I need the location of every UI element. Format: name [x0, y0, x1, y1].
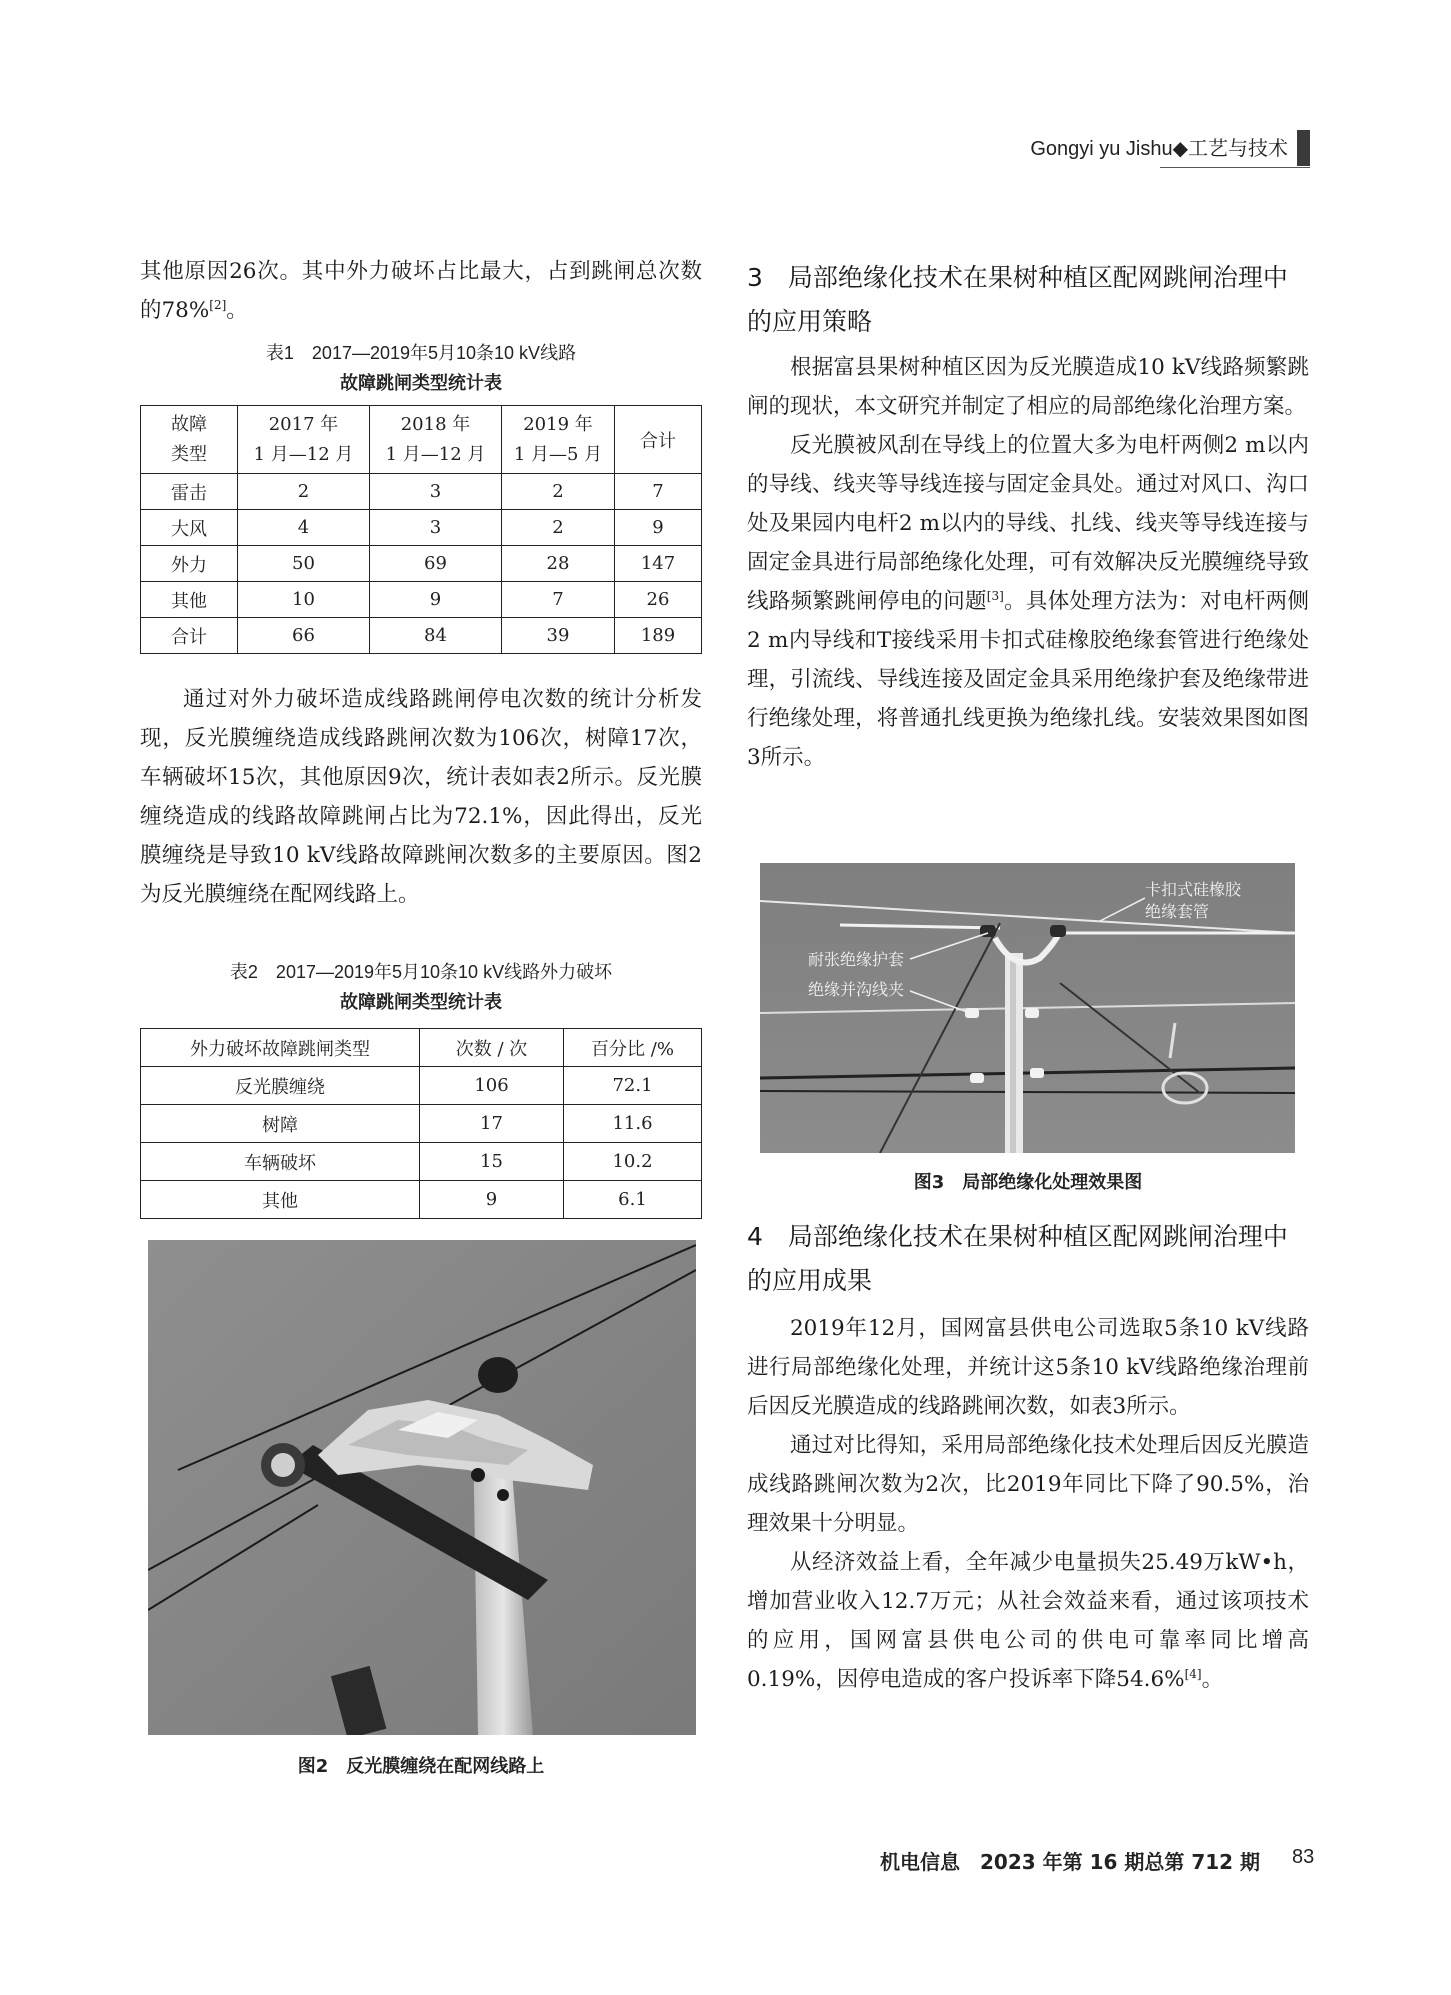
- table-row: [141, 618, 702, 654]
- table-cell: 7: [615, 474, 702, 510]
- table-cell: 合计: [141, 618, 238, 654]
- citation-3: [3]: [986, 588, 1004, 603]
- header-section: 工艺与技术: [1188, 138, 1288, 160]
- table-cell: 10.2: [564, 1143, 702, 1181]
- table1: [140, 405, 702, 654]
- table2-caption-line2: 故障跳闸类型统计表: [340, 992, 502, 1012]
- citation-4: [4]: [1184, 1666, 1202, 1681]
- table-cell: 10: [238, 582, 370, 618]
- table-row: [141, 474, 702, 510]
- header-diamond: ◆: [1172, 138, 1188, 160]
- section4-paragraph-3: 从经济效益上看，全年减少电量损失25.49万kW•h，增加营业收入12.7万元；从社会效益来看，通过该项技术的应用，国网富县供电公司的供电可靠率同比增高0.19%，因停电造成的客户投诉率下降54.6%[4]。: [747, 1550, 1309, 1692]
- table-row: [141, 1105, 702, 1143]
- table-cell: 15: [420, 1143, 564, 1181]
- left-paragraph-2: [140, 680, 702, 914]
- table-cell: 11.6: [564, 1105, 702, 1143]
- table1-header-row: [141, 406, 702, 474]
- right-column-bottom: [747, 1215, 1309, 1699]
- figure2-caption: 图2 反光膜缠绕在配网线路上: [297, 1756, 545, 1777]
- section4-paragraph-1: 2019年12月，国网富县供电公司选取5条10 kV线路进行局部绝缘化处理，并统计这5条10 kV线路绝缘治理前后因反光膜造成的线路跳闸次数，如表3所示。: [747, 1316, 1309, 1419]
- table-cell: 3: [370, 474, 502, 510]
- figure2-photo: [148, 1240, 696, 1735]
- table1-caption: [140, 338, 702, 398]
- intro-paragraph: 其他原因26次。其中外力破坏占比最大，占到跳闸总次数的78%[2]。: [140, 259, 702, 323]
- journal-footer: 机电信息 2023 年第 16 期总第 712 期: [880, 1850, 1261, 1874]
- header-pinyin: Gongyi yu Jishu: [1030, 138, 1173, 160]
- table-cell: 7: [502, 582, 615, 618]
- header-text: [1030, 132, 1288, 161]
- table2-header-percent: 百分比 /%: [564, 1029, 702, 1067]
- table-cell: 72.1: [564, 1067, 702, 1105]
- header-rule: [1160, 167, 1310, 168]
- table1-header-2017: 2017 年 1 月—12 月: [238, 406, 370, 474]
- table1-header-2018: 2018 年 1 月—12 月: [370, 406, 502, 474]
- table-row: [141, 546, 702, 582]
- section4-paragraph-2: 通过对比得知，采用局部绝缘化技术处理后因反光膜造成线路跳闸次数为2次，比2019年同比下降了90.5%，治理效果十分明显。: [747, 1433, 1309, 1536]
- section3-heading: 3 局部绝缘化技术在果树种植区配网跳闸治理中的应用策略: [747, 263, 1288, 336]
- section4-heading: 4 局部绝缘化技术在果树种植区配网跳闸治理中的应用成果: [747, 1222, 1288, 1295]
- table1-header-total: 合计: [615, 406, 702, 474]
- table-cell: 2: [502, 474, 615, 510]
- table2-header-type: 外力破坏故障跳闸类型: [141, 1029, 420, 1067]
- fig3-label-groove-clamp: 绝缘并沟线夹: [808, 980, 905, 999]
- table-row: [141, 1181, 702, 1219]
- table-cell: 39: [502, 618, 615, 654]
- left-column: [140, 252, 702, 330]
- fig3-label-sleeve: 卡扣式硅橡胶 绝缘套管: [1145, 880, 1242, 921]
- table-cell: 2: [502, 510, 615, 546]
- table-cell: 50: [238, 546, 370, 582]
- table2: [140, 1028, 702, 1219]
- table-cell: 26: [615, 582, 702, 618]
- table-cell: 雷击: [141, 474, 238, 510]
- table-cell: 外力: [141, 546, 238, 582]
- table-cell: 66: [238, 618, 370, 654]
- running-header: [1000, 130, 1310, 168]
- table-cell: 2: [238, 474, 370, 510]
- figure3-photo: [760, 863, 1295, 1153]
- figure3-caption: 图3 局部绝缘化处理效果图: [913, 1172, 1143, 1193]
- table-row: [141, 582, 702, 618]
- fig3-label-tension-sheath: 耐张绝缘护套: [808, 950, 905, 969]
- table2-caption-line1: 表2 2017—2019年5月10条10 kV线路外力破坏: [229, 962, 613, 982]
- table-row: [141, 1143, 702, 1181]
- section3-paragraph-1: 根据富县果树种植区因为反光膜造成10 kV线路频繁跳闸的现状，本文研究并制定了相应的局部绝缘化治理方案。: [747, 355, 1309, 419]
- table-cell: 147: [615, 546, 702, 582]
- figure2-illustration: [148, 1240, 696, 1735]
- table-cell: 其他: [141, 582, 238, 618]
- table-cell: 4: [238, 510, 370, 546]
- citation-2: [2]: [209, 297, 227, 312]
- table2-header-count: 次数 / 次: [420, 1029, 564, 1067]
- table2-caption: [140, 957, 702, 1017]
- table-cell: 反光膜缠绕: [141, 1067, 420, 1105]
- table1-caption-line2: 故障跳闸类型统计表: [340, 373, 502, 393]
- table-cell: 69: [370, 546, 502, 582]
- figure3-caption-wrap: [747, 1168, 1309, 1198]
- table-cell: 其他: [141, 1181, 420, 1219]
- section3-paragraph-2: 反光膜被风刮在导线上的位置大多为电杆两侧2 m以内的导线、线夹等导线连接与固定金具处。通过对风口、沟口处及果园内电杆2 m以内的导线、扎线、线夹等导线连接与固定金具进行局部绝缘化处理，可有效解决反光膜缠绕导致线路频繁跳闸停电的问题[3]。具体处理方法为：对电杆两侧2 m内导线和T接线采用卡扣式硅橡胶绝缘套管进行绝缘处理，引流线、导线连接及固定金具采用绝缘护套及绝缘带进行绝缘处理，将普通扎线更换为绝缘扎线。安装效果图如图3所示。: [747, 433, 1309, 770]
- table-cell: 9: [420, 1181, 564, 1219]
- table-row: [141, 1067, 702, 1105]
- table-cell: 106: [420, 1067, 564, 1105]
- page-number: 83: [1292, 1846, 1315, 1868]
- table1-header-type: 故障 类型: [141, 406, 238, 474]
- table-cell: 189: [615, 618, 702, 654]
- figure2-caption-wrap: [140, 1752, 702, 1782]
- table1-caption-line1: 表1 2017—2019年5月10条10 kV线路: [265, 343, 577, 363]
- table-cell: 9: [370, 582, 502, 618]
- table-cell: 84: [370, 618, 502, 654]
- table-cell: 9: [615, 510, 702, 546]
- table2-header-row: [141, 1029, 702, 1067]
- table-cell: 17: [420, 1105, 564, 1143]
- table1-header-2019: 2019 年 1 月—5 月: [502, 406, 615, 474]
- table-cell: 车辆破坏: [141, 1143, 420, 1181]
- header-bar: [1297, 130, 1310, 166]
- table-cell: 大风: [141, 510, 238, 546]
- table-cell: 树障: [141, 1105, 420, 1143]
- analysis-paragraph: 通过对外力破坏造成线路跳闸停电次数的统计分析发现，反光膜缠绕造成线路跳闸次数为106次，树障17次，车辆破坏15次，其他原因9次，统计表如表2所示。反光膜缠绕造成的线路故障跳闸占比为72.1%，因此得出，反光膜缠绕是导致10 kV线路故障跳闸次数多的主要原因。图2为反光膜缠绕在配网线路上。: [140, 687, 702, 907]
- right-column-top: [747, 256, 1309, 777]
- table-cell: 6.1: [564, 1181, 702, 1219]
- table-row: [141, 510, 702, 546]
- table-cell: 3: [370, 510, 502, 546]
- table-cell: 28: [502, 546, 615, 582]
